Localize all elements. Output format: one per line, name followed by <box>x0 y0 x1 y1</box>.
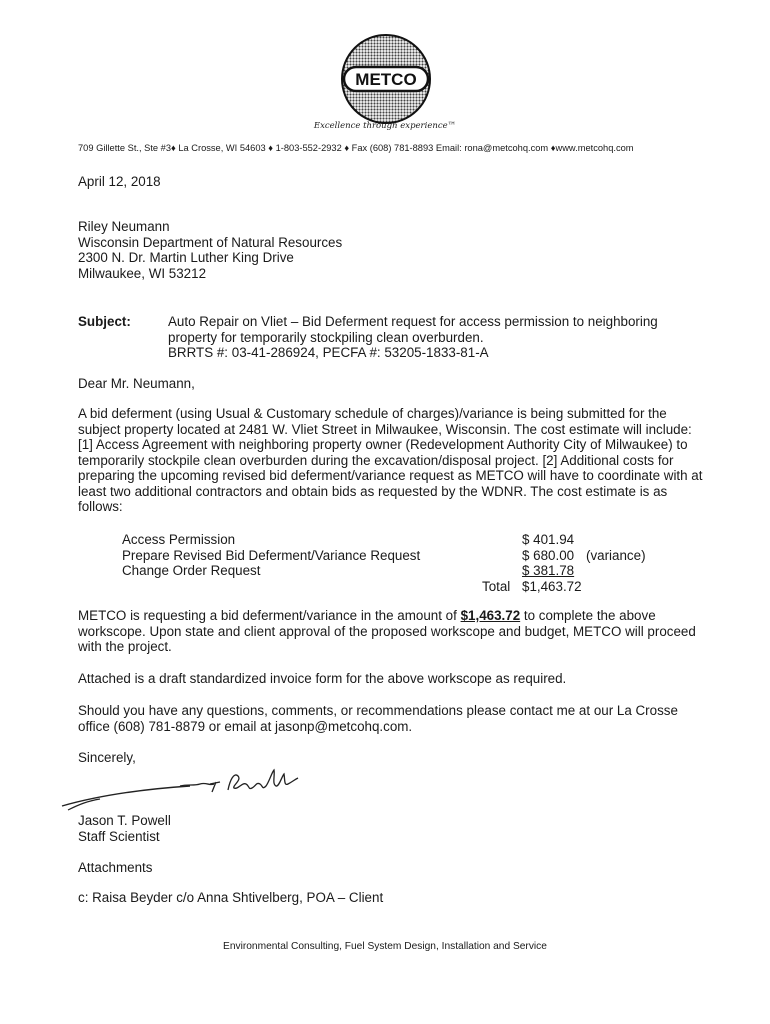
body-text: METCO is requesting a bid deferment/variance in the amount of <box>78 608 461 623</box>
salutation: Dear Mr. Neumann, <box>78 376 195 391</box>
body-line: office (608) 781-8879 or email at jasonp@metcohq.com. <box>78 718 413 734</box>
cost-description: Change Order Request <box>122 563 261 578</box>
recipient-name: Riley Neumann <box>78 219 170 234</box>
cost-amount: $ 680.00 <box>522 547 575 563</box>
cost-amount: $ 381.78 <box>522 563 575 578</box>
body-line: workscope. Upon state and client approval of the proposed workscope and budget, METCO will proceed <box>78 623 696 639</box>
requested-amount: $1,463.72 <box>460 608 521 623</box>
closing: Sincerely, <box>78 750 136 765</box>
company-address: 709 Gillette St., Ste #3♦ La Crosse, WI 54603 ♦ 1-803-552-2932 ♦ Fax (608) 781-8893 Email: rona@metcohq.com ♦www.metcohq.com <box>78 143 634 153</box>
cost-amount: $ 401.94 <box>522 532 575 547</box>
body-line: A bid deferment (using Usual & Customary schedule of charges)/variance is being submitted for the <box>78 406 667 421</box>
body-line: least two additional contractors and obtain bids as requested by the WDNR. The cost estimate is as <box>78 483 668 499</box>
recipient-street: 2300 N. Dr. Martin Luther King Drive <box>78 250 294 265</box>
attachments-label: Attachments <box>78 860 153 875</box>
footer-services: Environmental Consulting, Fuel System Design, Installation and Service <box>223 941 547 952</box>
body-line: subject property located at 2481 W. Vliet Street in Milwaukee, Wisconsin. The cost estimate will include: <box>78 421 692 437</box>
metco-logo <box>340 33 432 125</box>
body-paragraph-3: Attached is a draft standardized invoice form for the above workscope as required. <box>78 671 567 686</box>
signer-block <box>78 813 171 844</box>
company-tagline: Excellence through experience™ <box>313 121 457 131</box>
svg-text:METCO: METCO <box>355 70 417 89</box>
cost-estimate-table <box>122 532 682 594</box>
body-line: Should you have any questions, comments, or recommendations please contact me at our La Crosse <box>78 703 678 718</box>
cost-total-label: Total <box>482 578 511 594</box>
body-paragraph-2 <box>78 608 696 655</box>
recipient-block <box>78 219 342 281</box>
cost-row <box>122 563 682 579</box>
body-paragraph-1 <box>78 406 702 515</box>
signer-title: Staff Scientist <box>78 828 160 844</box>
body-line <box>78 608 696 624</box>
letter-date: April 12, 2018 <box>78 174 161 189</box>
body-line: [1] Access Agreement with neighboring property owner (Redevelopment Authority City of Milwaukee) to <box>78 437 688 452</box>
cost-total-amount: $1,463.72 <box>522 578 582 594</box>
subject-label: Subject: <box>78 314 131 329</box>
cost-total-row <box>122 579 682 595</box>
body-text: to complete the above <box>520 608 656 623</box>
cost-description: Prepare Revised Bid Deferment/Variance Request <box>122 547 421 563</box>
recipient-city: Milwaukee, WI 53212 <box>78 265 207 281</box>
body-line: preparing the upcoming revised bid deferment/variance request as METCO will have to coordinate with at <box>78 468 703 483</box>
cc-line: c: Raisa Beyder c/o Anna Shtivelberg, POA – Client <box>78 890 384 905</box>
body-line: follows: <box>78 499 123 514</box>
cost-description: Access Permission <box>122 532 236 547</box>
handwritten-signature <box>60 766 330 816</box>
subject-line: Auto Repair on Vliet – Bid Deferment request for access permission to neighboring <box>168 314 658 329</box>
subject-line: property for temporarily stockpiling clean overburden. <box>168 329 484 345</box>
cost-row <box>122 532 682 548</box>
subject-block <box>168 314 658 361</box>
signer-name: Jason T. Powell <box>78 813 171 828</box>
body-line: temporarily stockpile clean overburden during the excavation/disposal project. [2] Additional costs for <box>78 452 674 468</box>
cost-row <box>122 548 682 564</box>
body-paragraph-4 <box>78 703 678 734</box>
subject-line: BRRTS #: 03-41-286924, PECFA #: 53205-1833-81-A <box>168 345 489 360</box>
recipient-org: Wisconsin Department of Natural Resources <box>78 234 343 250</box>
cost-note: (variance) <box>586 547 646 563</box>
body-line: with the project. <box>78 639 172 654</box>
